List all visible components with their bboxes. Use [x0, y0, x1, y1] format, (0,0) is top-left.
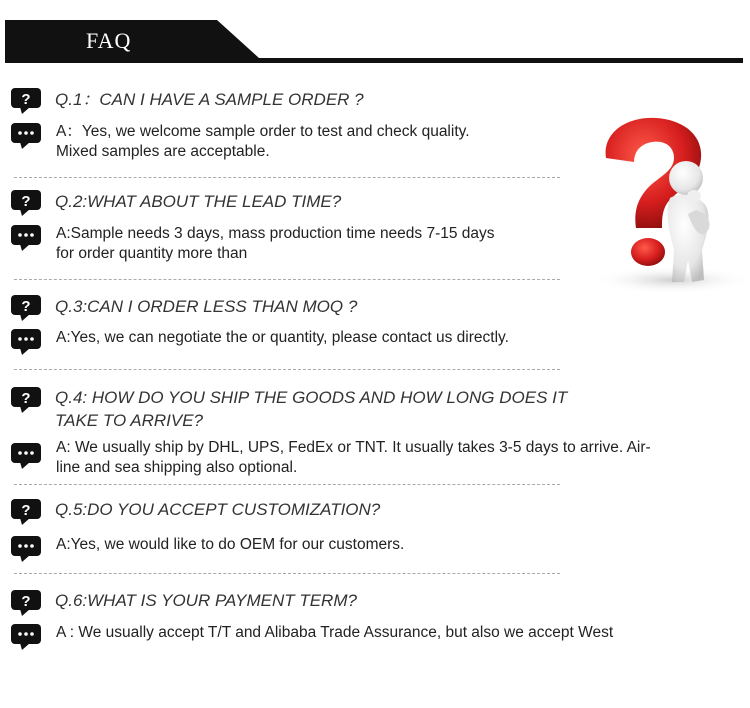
svg-text:?: ?	[21, 502, 31, 519]
divider	[14, 279, 560, 280]
answer-bubble-icon	[10, 122, 42, 149]
divider	[14, 484, 560, 485]
question-bubble-icon	[10, 589, 42, 616]
svg-text:?: ?	[21, 390, 31, 407]
faq-answer-4-line-1: A: We usually ship by DHL, UPS, FedEx or TNT. It usually takes 3-5 days to arrive. Air-	[56, 439, 651, 456]
question-bubble-icon	[10, 189, 42, 216]
answer-bubble-icon	[10, 535, 42, 562]
question-bubble-icon	[10, 87, 42, 114]
question-bubble-icon	[10, 294, 42, 321]
faq-answer-2-line-1: A:Sample needs 3 days, mass production time needs 7-15 days	[56, 225, 495, 242]
faq-question-3: Q.3:CAN I ORDER LESS THAN MOQ ?	[55, 297, 358, 316]
faq-question-4-line-1: Q.4: HOW DO YOU SHIP THE GOODS AND HOW LONG DOES IT	[55, 388, 568, 407]
faq-answer-3: A:Yes, we can negotiate the or quantity, please contact us directly.	[56, 329, 509, 346]
faq-answer-1-line-2: Mixed samples are acceptable.	[56, 143, 270, 160]
faq-answer-2-line-2: for order quantity more than	[56, 245, 248, 262]
faq-question-1: Q.1：CAN I HAVE A SAMPLE ORDER ?	[55, 90, 364, 109]
question-bubble-icon	[10, 386, 42, 413]
svg-text:?: ?	[21, 593, 31, 610]
svg-text:?: ?	[21, 193, 31, 210]
divider	[14, 177, 560, 178]
answer-bubble-icon	[10, 442, 42, 469]
faq-question-2: Q.2:WHAT ABOUT THE LEAD TIME?	[55, 192, 342, 211]
faq-answer-4-line-2: line and sea shipping also optional.	[56, 459, 298, 476]
answer-bubble-icon	[10, 328, 42, 355]
thinking-figure-question-mark-illustration	[584, 110, 750, 296]
faq-answer-5: A:Yes, we would like to do OEM for our customers.	[56, 536, 405, 553]
question-bubble-icon	[10, 498, 42, 525]
answer-bubble-icon	[10, 224, 42, 251]
faq-header	[0, 0, 750, 70]
divider	[14, 573, 560, 574]
divider	[14, 369, 560, 370]
svg-text:?: ?	[21, 91, 31, 108]
faq-answer-1-line-1: A：Yes, we welcome sample order to test and check quality.	[56, 123, 470, 140]
answer-bubble-icon	[10, 623, 42, 650]
faq-question-5: Q.5:DO YOU ACCEPT CUSTOMIZATION?	[55, 500, 381, 519]
faq-question-6: Q.6:WHAT IS YOUR PAYMENT TERM?	[55, 591, 357, 610]
svg-text:?: ?	[21, 298, 31, 315]
header-tab-shape	[5, 20, 259, 58]
page-title: FAQ	[86, 28, 132, 53]
faq-question-4-line-2: TAKE TO ARRIVE?	[55, 411, 204, 430]
faq-answer-6: A : We usually accept T/T and Alibaba Trade Assurance, but also we accept West	[56, 624, 614, 641]
header-rule	[5, 58, 743, 63]
